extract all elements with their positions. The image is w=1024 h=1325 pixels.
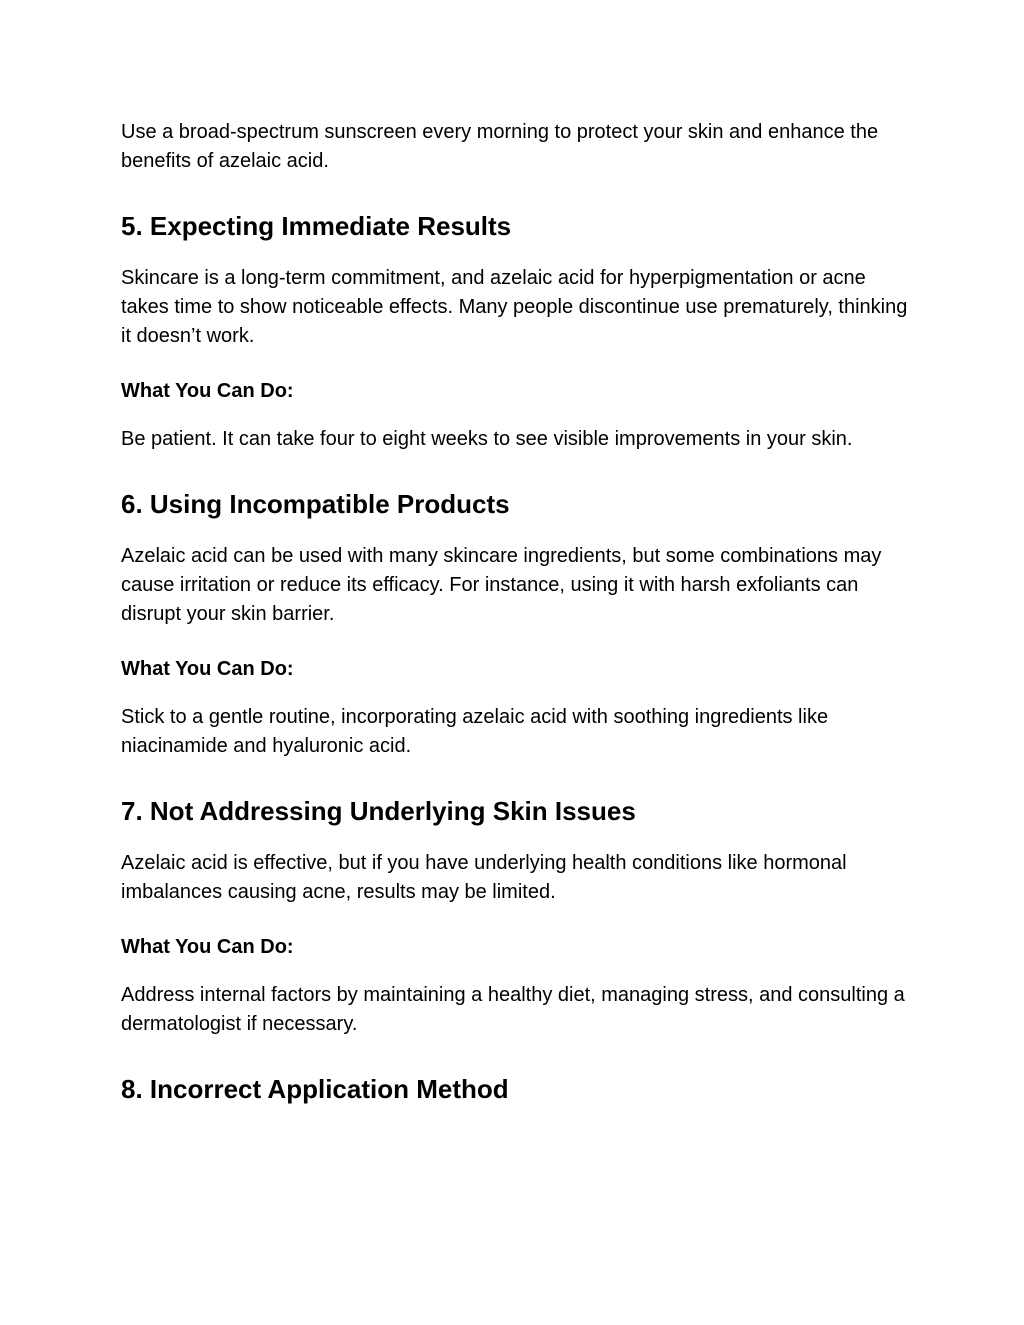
section-7-subheading: What You Can Do: — [121, 936, 294, 958]
document-page — [121, 118, 911, 1105]
intro-paragraph: Use a broad-spectrum sunscreen every morning to protect your skin and enhance the benefits of azelaic acid. — [121, 121, 879, 172]
section-6-action: Stick to a gentle routine, incorporating azelaic acid with soothing ingredients like niacinamide and hyaluronic acid. — [121, 706, 829, 757]
section-5-subheading: What You Can Do: — [121, 380, 294, 402]
section-7-body: Azelaic acid is effective, but if you have underlying health conditions like hormonal imbalances causing acne, results may be limited. — [121, 852, 847, 903]
section-5-heading: 5. Expecting Immediate Results — [121, 211, 512, 241]
section-7-action: Address internal factors by maintaining a healthy diet, managing stress, and consulting a dermatologist if necessary. — [121, 984, 905, 1035]
section-5-body: Skincare is a long-term commitment, and azelaic acid for hyperpigmentation or acne takes time to show noticeable effects. Many people discontinue use prematurely, thinking it doesn’t work. — [121, 267, 908, 347]
section-6-heading: 6. Using Incompatible Products — [121, 489, 510, 519]
section-6-body: Azelaic acid can be used with many skincare ingredients, but some combinations may cause irritation or reduce its efficacy. For instance, using it with harsh exfoliants can disrupt your skin barrier. — [121, 545, 882, 625]
section-8-heading: 8. Incorrect Application Method — [121, 1074, 509, 1104]
section-6-subheading: What You Can Do: — [121, 658, 294, 680]
section-7-heading: 7. Not Addressing Underlying Skin Issues — [121, 796, 636, 826]
section-5-action: Be patient. It can take four to eight weeks to see visible improvements in your skin. — [121, 428, 853, 450]
